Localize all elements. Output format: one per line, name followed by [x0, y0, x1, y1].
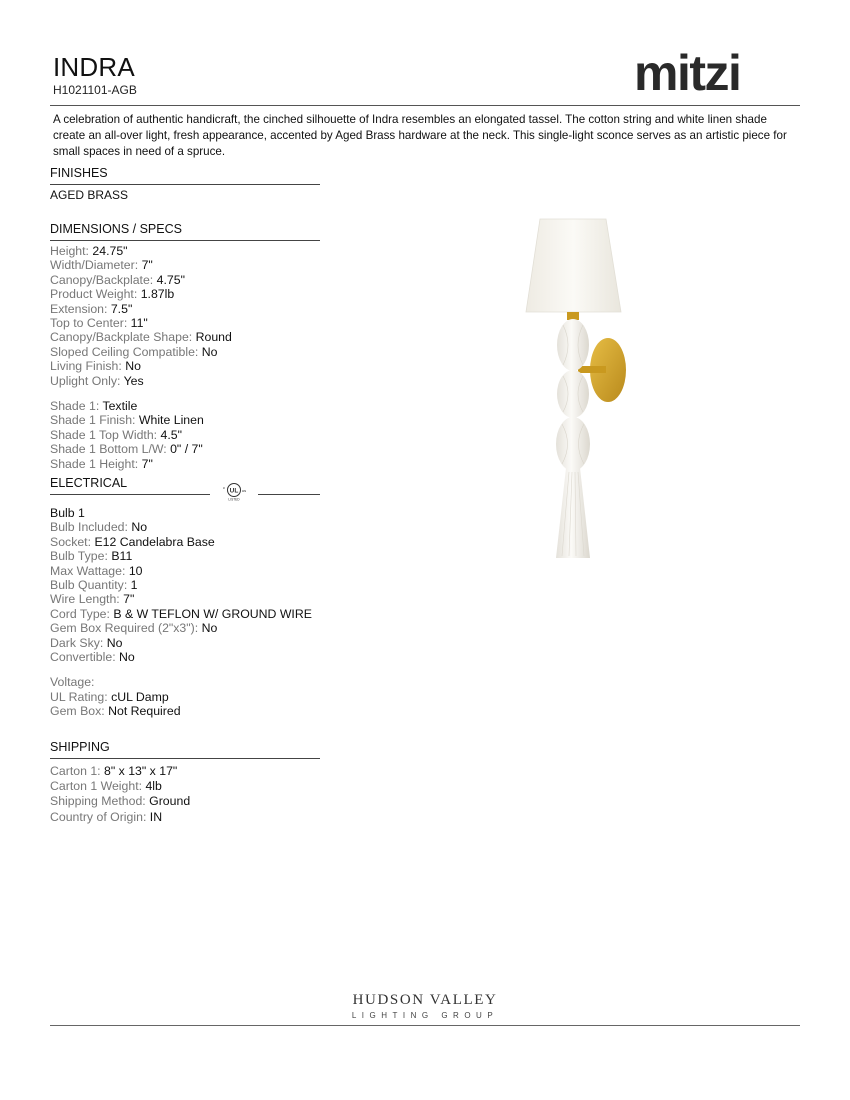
spec-label: Voltage: — [50, 675, 95, 690]
spec-label: Carton 1: — [50, 764, 101, 778]
spec-label: Carton 1 Weight: — [50, 779, 143, 794]
spec-row — [50, 359, 232, 373]
finishes-heading: FINISHES — [50, 166, 108, 180]
spec-row — [50, 621, 312, 635]
electrical-heading: ELECTRICAL — [50, 476, 128, 490]
linen-shade — [526, 219, 621, 312]
spec-value: 4.5" — [160, 427, 182, 442]
dimensions-heading: DIMENSIONS / SPECS — [50, 222, 182, 236]
spec-row — [50, 690, 312, 704]
spec-label: UL Rating: — [50, 689, 108, 704]
electrical-group-1 — [50, 520, 312, 664]
spec-label: Height: — [50, 244, 89, 258]
footer-divider — [50, 1025, 800, 1026]
finishes-divider — [50, 184, 320, 185]
spec-value: 0" / 7" — [170, 442, 203, 457]
spec-row — [50, 607, 312, 621]
spec-label: Cord Type: — [50, 606, 110, 621]
spec-value: 7.5" — [110, 301, 133, 316]
shipping-divider — [50, 758, 320, 759]
spec-value: White Linen — [138, 413, 204, 428]
bulb-heading: Bulb 1 — [50, 506, 85, 520]
spec-value: Yes — [123, 373, 144, 388]
spec-row — [50, 442, 232, 456]
dimensions-group-shade — [50, 399, 232, 471]
spec-row — [50, 592, 312, 606]
spec-value: 8" x 13" x 17" — [104, 764, 178, 778]
spec-value: No — [201, 621, 218, 636]
spec-value: No — [125, 359, 141, 374]
spec-row — [50, 779, 190, 794]
spec-value: 4.75" — [156, 272, 185, 287]
spec-label: Gem Box: — [50, 704, 105, 719]
spec-value: cUL Damp — [111, 689, 169, 704]
footer-brand-subtitle: LIGHTING GROUP — [351, 1011, 499, 1020]
spec-value: 1.87lb — [140, 287, 175, 302]
spec-label: Width/Diameter: — [50, 258, 139, 273]
spec-row — [50, 704, 312, 718]
spec-label: Extension: — [50, 301, 108, 316]
spec-label: Shade 1: — [50, 399, 100, 414]
spec-label: Canopy/Backplate: — [50, 272, 154, 287]
ul-mark-text: UL — [229, 487, 239, 495]
spec-row — [50, 399, 232, 413]
spec-label: Shade 1 Top Width: — [50, 427, 158, 442]
tassel-fringe — [556, 468, 590, 558]
spec-row — [50, 413, 232, 427]
spec-row — [50, 258, 232, 272]
tassel-bead-2 — [557, 370, 589, 418]
spec-label: Living Finish: — [50, 359, 122, 374]
spec-row — [50, 636, 312, 650]
spec-row — [50, 764, 190, 779]
spec-label: Dark Sky: — [50, 635, 104, 650]
electrical-divider-right — [258, 494, 320, 495]
spec-label: Gem Box Required (2"x3"): — [50, 621, 199, 636]
dimensions-group-1 — [50, 244, 232, 388]
spec-row — [50, 273, 232, 287]
spec-row — [50, 535, 312, 549]
brand-logo: mitzi — [634, 45, 741, 101]
spec-label: Canopy/Backplate Shape: — [50, 330, 193, 345]
header-divider — [50, 105, 800, 106]
spec-label: Top to Center: — [50, 316, 128, 331]
spec-row — [50, 520, 312, 534]
spec-label: Convertible: — [50, 650, 116, 665]
spec-label: Socket: — [50, 534, 92, 549]
tassel-bead-3 — [556, 417, 590, 471]
electrical-divider-left — [50, 494, 210, 495]
product-sku: H1021101-AGB — [53, 83, 137, 97]
spec-row — [50, 244, 232, 258]
brass-arm — [578, 366, 606, 373]
spec-row — [50, 578, 312, 592]
spec-label: Shade 1 Bottom L/W: — [50, 442, 167, 457]
spec-label: Shade 1 Finish: — [50, 413, 136, 428]
spec-value: 24.75" — [92, 244, 128, 258]
spec-label: Bulb Quantity: — [50, 578, 128, 593]
spec-row — [50, 650, 312, 664]
spec-label: Max Wattage: — [50, 563, 126, 578]
spec-row — [50, 345, 232, 359]
spec-label: Sloped Ceiling Compatible: — [50, 344, 199, 359]
spec-row — [50, 428, 232, 442]
ul-listed-mark — [220, 482, 248, 502]
spec-value: 10 — [128, 563, 143, 578]
finish-value: AGED BRASS — [50, 188, 129, 202]
product-description: A celebration of authentic handicraft, the cinched silhouette of Indra resembles an elongated tassel. The cotton string and white linen shade create an all-over light, fresh appearance, accented by Aged Brass hardware at the neck. This single-light sconce serves as an artistic piece for small spaces in need of a spruce. — [53, 113, 787, 158]
spec-value: Textile — [102, 399, 138, 414]
spec-value: E12 Candelabra Base — [94, 534, 215, 549]
spec-label: Country of Origin: — [50, 809, 147, 824]
spec-value: 7" — [141, 456, 153, 471]
spec-row — [50, 287, 232, 301]
spec-value: No — [119, 650, 135, 665]
spec-row — [50, 810, 190, 825]
brass-neck — [567, 312, 579, 320]
spec-value: 7" — [123, 592, 135, 607]
spec-value: IN — [149, 809, 163, 824]
spec-label: Shade 1 Height: — [50, 456, 139, 471]
shipping-spec-list — [50, 764, 190, 825]
spec-value: 4lb — [145, 779, 162, 794]
spec-value: No — [106, 635, 123, 650]
ul-mark-listed: LISTED — [228, 497, 240, 502]
spec-value: No — [131, 520, 148, 535]
spec-row — [50, 564, 312, 578]
spec-row — [50, 549, 312, 563]
spec-value: Ground — [149, 794, 191, 809]
spec-label: Bulb Included: — [50, 520, 128, 535]
spec-value: No — [201, 344, 218, 359]
spec-row — [50, 316, 232, 330]
spec-value: 1 — [130, 578, 138, 593]
spec-value: 11" — [130, 316, 148, 331]
spec-label: Uplight Only: — [50, 373, 121, 388]
spec-value: Round — [195, 330, 232, 345]
spec-value: B & W TEFLON W/ GROUND WIRE — [113, 606, 312, 621]
spec-value: B11 — [111, 549, 133, 564]
shipping-heading: SHIPPING — [50, 740, 110, 754]
spec-label: Wire Length: — [50, 592, 120, 607]
spec-value: Not Required — [108, 704, 181, 719]
spec-row — [50, 457, 232, 471]
shipping-items — [50, 764, 190, 825]
footer-brand-name: HUDSON VALLEY — [352, 992, 498, 1008]
spec-row — [50, 302, 232, 316]
dimensions-divider — [50, 240, 320, 241]
dimensions-spec-list — [50, 244, 232, 471]
product-title: INDRA — [53, 52, 135, 82]
spec-row — [50, 330, 232, 344]
electrical-spec-list — [50, 506, 312, 719]
spec-label: Shipping Method: — [50, 794, 146, 809]
spec-label: Product Weight: — [50, 287, 138, 302]
product-image-sconce — [500, 210, 660, 570]
spec-row — [50, 675, 312, 689]
spec-row — [50, 374, 232, 388]
ul-mark-us: us — [241, 488, 247, 493]
spec-row — [50, 794, 190, 809]
tassel-bead-1 — [557, 319, 589, 371]
spec-value: 7" — [141, 258, 153, 273]
electrical-group-2 — [50, 675, 312, 718]
spec-label: Bulb Type: — [50, 549, 108, 564]
ul-mark-c: c — [223, 485, 225, 490]
